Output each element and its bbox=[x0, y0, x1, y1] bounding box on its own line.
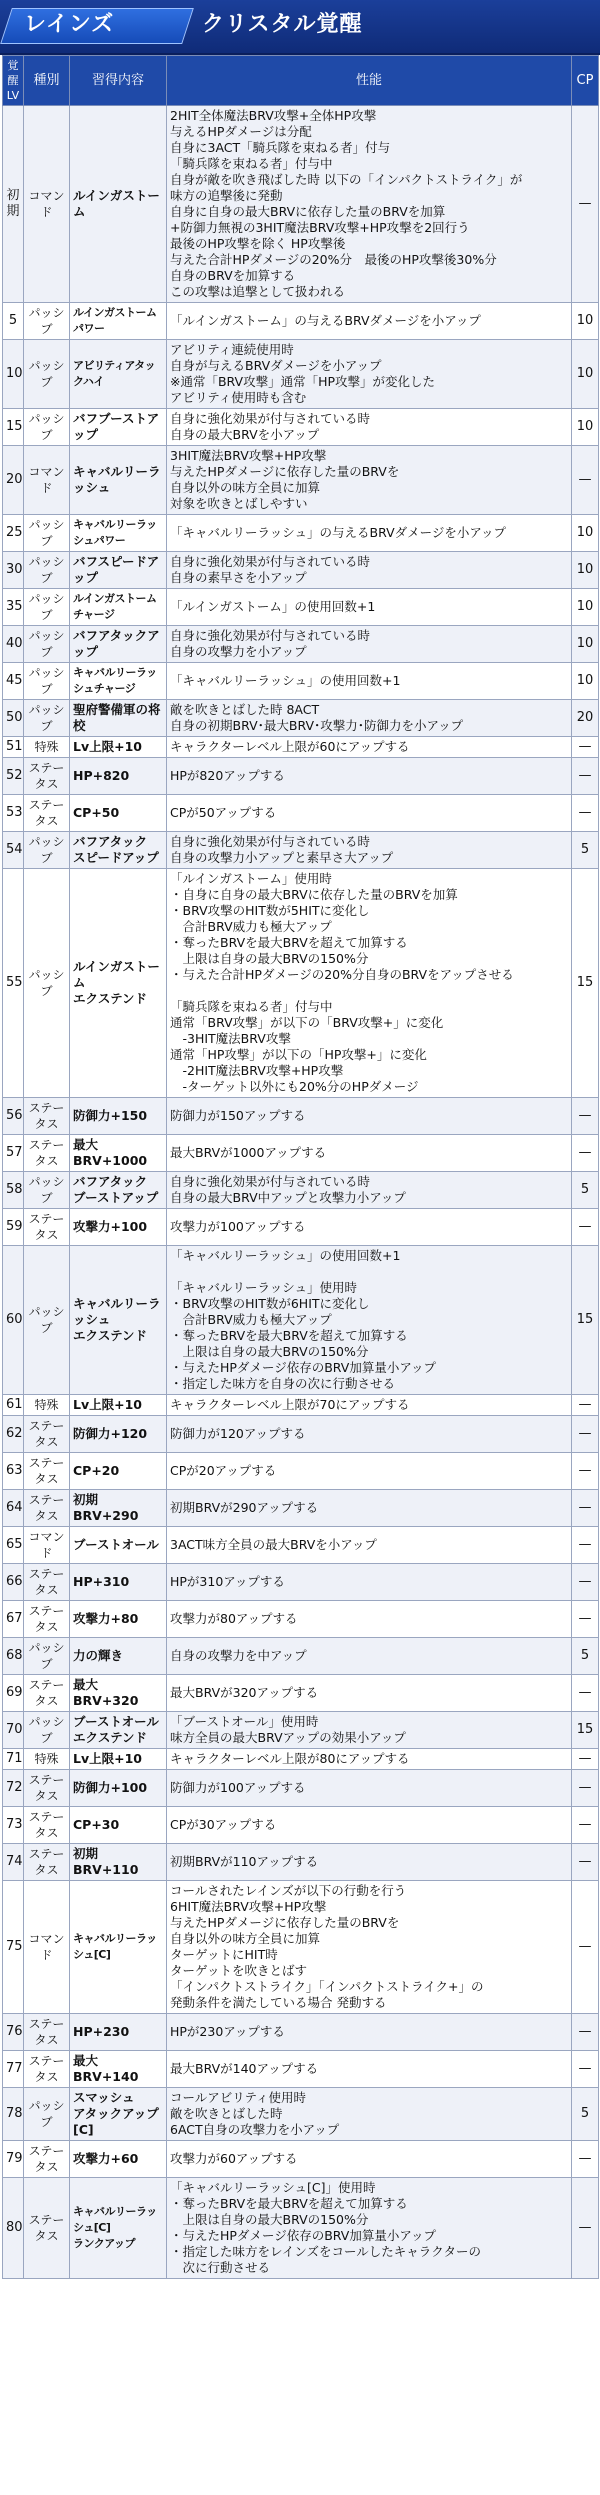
awakening-table bbox=[2, 55, 599, 2279]
row-cp: 10 bbox=[572, 515, 599, 552]
row-kind: パッシブ bbox=[24, 832, 70, 869]
table-row bbox=[3, 1416, 599, 1453]
row-kind: ステータス bbox=[24, 1453, 70, 1490]
row-kind: パッシブ bbox=[24, 869, 70, 1098]
table-row bbox=[3, 869, 599, 1098]
row-name: ブーストオール エクステンド bbox=[70, 1712, 167, 1749]
row-kind: パッシブ bbox=[24, 2088, 70, 2141]
row-name: HP+310 bbox=[70, 1564, 167, 1601]
row-kind: パッシブ bbox=[24, 1246, 70, 1395]
row-name: ルインガストームパワー bbox=[70, 303, 167, 340]
row-kind: ステータス bbox=[24, 2178, 70, 2279]
row-cp: — bbox=[572, 1770, 599, 1807]
row-desc: 自身に強化効果が付与されている時 自身の最大BRVを小アップ bbox=[167, 409, 572, 446]
table-row bbox=[3, 1098, 599, 1135]
table-row bbox=[3, 303, 599, 340]
character-name: レインズ bbox=[24, 12, 115, 37]
row-cp: — bbox=[572, 1416, 599, 1453]
col-header-lv: 覚醒 LV bbox=[3, 56, 24, 106]
row-lv: 25 bbox=[3, 515, 24, 552]
row-lv: 56 bbox=[3, 1098, 24, 1135]
row-lv: 73 bbox=[3, 1807, 24, 1844]
row-kind: ステータス bbox=[24, 2014, 70, 2051]
row-desc: 攻撃力が60アップする bbox=[167, 2141, 572, 2178]
row-lv: 45 bbox=[3, 663, 24, 700]
table-row bbox=[3, 1807, 599, 1844]
row-name: Lv上限+10 bbox=[70, 1395, 167, 1416]
row-kind: パッシブ bbox=[24, 700, 70, 737]
row-lv: 15 bbox=[3, 409, 24, 446]
table-row bbox=[3, 1675, 599, 1712]
row-cp: — bbox=[572, 1098, 599, 1135]
row-cp: — bbox=[572, 1527, 599, 1564]
row-desc: CPが30アップする bbox=[167, 1807, 572, 1844]
table-row bbox=[3, 1395, 599, 1416]
row-desc: 防御力が100アップする bbox=[167, 1770, 572, 1807]
col-header-name: 習得内容 bbox=[70, 56, 167, 106]
row-lv: 68 bbox=[3, 1638, 24, 1675]
row-name: ルインガストームチャージ bbox=[70, 589, 167, 626]
row-name: 初期BRV+110 bbox=[70, 1844, 167, 1881]
row-desc: 自身に強化効果が付与されている時 自身の最大BRV中アップと攻撃力小アップ bbox=[167, 1172, 572, 1209]
row-name: 力の輝き bbox=[70, 1638, 167, 1675]
row-kind: パッシブ bbox=[24, 515, 70, 552]
row-name: バフアタックアップ bbox=[70, 626, 167, 663]
row-kind: パッシブ bbox=[24, 552, 70, 589]
table-row bbox=[3, 700, 599, 737]
row-cp: — bbox=[572, 1601, 599, 1638]
row-lv: 79 bbox=[3, 2141, 24, 2178]
row-kind: パッシブ bbox=[24, 303, 70, 340]
row-lv: 69 bbox=[3, 1675, 24, 1712]
row-name: スマッシュ アタックアップ[C] bbox=[70, 2088, 167, 2141]
row-desc: CPが20アップする bbox=[167, 1453, 572, 1490]
header-banner bbox=[0, 0, 600, 55]
row-kind: ステータス bbox=[24, 1490, 70, 1527]
row-cp: — bbox=[572, 1844, 599, 1881]
row-name: ルインガストーム エクステンド bbox=[70, 869, 167, 1098]
row-name: キャバルリーラッシュパワー bbox=[70, 515, 167, 552]
table-row bbox=[3, 1712, 599, 1749]
row-kind: パッシブ bbox=[24, 409, 70, 446]
row-kind: パッシブ bbox=[24, 663, 70, 700]
row-cp: 10 bbox=[572, 409, 599, 446]
row-desc: 3ACT味方全員の最大BRVを小アップ bbox=[167, 1527, 572, 1564]
row-lv: 61 bbox=[3, 1395, 24, 1416]
row-name: CP+20 bbox=[70, 1453, 167, 1490]
row-name: キャバルリーラッシュ bbox=[70, 446, 167, 515]
row-cp: 10 bbox=[572, 552, 599, 589]
row-lv: 10 bbox=[3, 340, 24, 409]
col-header-kind: 種別 bbox=[24, 56, 70, 106]
row-lv: 30 bbox=[3, 552, 24, 589]
row-desc: 攻撃力が80アップする bbox=[167, 1601, 572, 1638]
row-name: キャバルリーラッシュ[C] bbox=[70, 1881, 167, 2014]
row-desc: 「キャバルリーラッシュ」の与えるBRVダメージを小アップ bbox=[167, 515, 572, 552]
row-cp: 10 bbox=[572, 340, 599, 409]
row-cp: — bbox=[572, 2141, 599, 2178]
row-cp: — bbox=[572, 1807, 599, 1844]
row-kind: ステータス bbox=[24, 1601, 70, 1638]
row-desc: 「キャバルリーラッシュ」の使用回数+1 「キャバルリーラッシュ」使用時 ・BRV攻撃のHIT数が6HITに変化し 合計BRV威力も極大アップ ・奪ったBRVを最大BRVを超えて加算する 上限は自身の最大BRVの150%分 ・与えたHPダメージ依存のBRV加算量小アップ ・指定した味方を自身の次に行動させる bbox=[167, 1246, 572, 1395]
row-name: HP+230 bbox=[70, 2014, 167, 2051]
row-lv: 78 bbox=[3, 2088, 24, 2141]
row-cp: 10 bbox=[572, 589, 599, 626]
row-name: HP+820 bbox=[70, 758, 167, 795]
row-lv: 55 bbox=[3, 869, 24, 1098]
row-kind: ステータス bbox=[24, 2051, 70, 2088]
row-lv: 64 bbox=[3, 1490, 24, 1527]
row-desc: 自身に強化効果が付与されている時 自身の攻撃力を小アップ bbox=[167, 626, 572, 663]
row-name: Lv上限+10 bbox=[70, 1749, 167, 1770]
row-cp: — bbox=[572, 1135, 599, 1172]
row-kind: ステータス bbox=[24, 1807, 70, 1844]
row-lv: 80 bbox=[3, 2178, 24, 2279]
table-row bbox=[3, 758, 599, 795]
row-name: アビリティアタックハイ bbox=[70, 340, 167, 409]
row-name: 攻撃力+80 bbox=[70, 1601, 167, 1638]
row-cp: 10 bbox=[572, 303, 599, 340]
row-lv: 20 bbox=[3, 446, 24, 515]
col-header-desc: 性能 bbox=[167, 56, 572, 106]
row-kind: ステータス bbox=[24, 2141, 70, 2178]
row-desc: 攻撃力が100アップする bbox=[167, 1209, 572, 1246]
row-lv: 58 bbox=[3, 1172, 24, 1209]
table-row bbox=[3, 340, 599, 409]
row-cp: — bbox=[572, 1395, 599, 1416]
row-kind: ステータス bbox=[24, 1675, 70, 1712]
row-lv: 70 bbox=[3, 1712, 24, 1749]
row-kind: パッシブ bbox=[24, 626, 70, 663]
row-lv: 74 bbox=[3, 1844, 24, 1881]
row-kind: パッシブ bbox=[24, 1638, 70, 1675]
row-lv: 71 bbox=[3, 1749, 24, 1770]
row-lv: 57 bbox=[3, 1135, 24, 1172]
table-row bbox=[3, 1749, 599, 1770]
row-lv: 63 bbox=[3, 1453, 24, 1490]
row-desc: 「ルインガストーム」使用時 ・自身に自身の最大BRVに依存した量のBRVを加算 ・BRV攻撃のHIT数が5HITに変化し 合計BRV威力も極大アップ ・奪ったBRVを最大BRVを超えて加算する 上限は自身の最大BRVの150%分 ・与えた合計HPダメージの20%分自身のBRVをアップさせる 「騎兵隊を束ねる者」付与中 通常「BRV攻撃」が以下の「BRV攻撃+」に変化 -3HIT魔法BRV攻撃 通常「HP攻撃」が以下の「HP攻撃+」に変化 -2HIT魔法BRV攻撃+HP攻撃 -ターゲット以外にも20%分のHPダメージ bbox=[167, 869, 572, 1098]
row-lv: 50 bbox=[3, 700, 24, 737]
row-lv: 54 bbox=[3, 832, 24, 869]
row-desc: コールアビリティ使用時 敵を吹きとばした時 6ACT自身の攻撃力を小アップ bbox=[167, 2088, 572, 2141]
table-row bbox=[3, 1172, 599, 1209]
row-cp: — bbox=[572, 1453, 599, 1490]
table-row bbox=[3, 1770, 599, 1807]
table-row bbox=[3, 737, 599, 758]
table-row bbox=[3, 1564, 599, 1601]
row-name: ブーストオール bbox=[70, 1527, 167, 1564]
table-row bbox=[3, 626, 599, 663]
row-lv: 72 bbox=[3, 1770, 24, 1807]
row-desc: 「ブーストオール」使用時 味方全員の最大BRVアップの効果小アップ bbox=[167, 1712, 572, 1749]
table-row bbox=[3, 589, 599, 626]
row-cp: — bbox=[572, 795, 599, 832]
row-desc: HPが230アップする bbox=[167, 2014, 572, 2051]
row-lv: 35 bbox=[3, 589, 24, 626]
row-name: 最大BRV+320 bbox=[70, 1675, 167, 1712]
row-cp: — bbox=[572, 1675, 599, 1712]
row-kind: コマンド bbox=[24, 1527, 70, 1564]
row-desc: 敵を吹きとばした時 8ACT 自身の初期BRV･最大BRV･攻撃力･防御力を小アップ bbox=[167, 700, 572, 737]
row-cp: 5 bbox=[572, 1638, 599, 1675]
row-cp: — bbox=[572, 1564, 599, 1601]
row-lv: 65 bbox=[3, 1527, 24, 1564]
row-cp: 15 bbox=[572, 869, 599, 1098]
row-kind: パッシブ bbox=[24, 1172, 70, 1209]
row-name: キャバルリーラッシュ エクステンド bbox=[70, 1246, 167, 1395]
row-kind: ステータス bbox=[24, 1770, 70, 1807]
row-lv: 76 bbox=[3, 2014, 24, 2051]
table-row bbox=[3, 1135, 599, 1172]
row-lv: 62 bbox=[3, 1416, 24, 1453]
row-name: CP+50 bbox=[70, 795, 167, 832]
table-row bbox=[3, 1209, 599, 1246]
row-lv: 77 bbox=[3, 2051, 24, 2088]
row-cp: — bbox=[572, 2051, 599, 2088]
row-desc: 2HIT全体魔法BRV攻撃+全体HP攻撃 与えるHPダメージは分配 自身に3ACT「騎兵隊を束ねる者」付与 「騎兵隊を束ねる者」付与中 自身が敵を吹き飛ばした時 以下の「インパクトストライク」が 味方の追撃後に発動 自身に自身の最大BRVに依存した量のBRVを加算 +防御力無視の3HIT魔法BRV攻撃+HP攻撃を2回行う 最後のHP攻撃を除く HP攻撃後 与えた合計HPダメージの20%分 最後のHP攻撃後30%分 自身のBRVを加算する この攻撃は追撃として扱われる bbox=[167, 106, 572, 303]
table-row bbox=[3, 1638, 599, 1675]
row-name: 最大BRV+1000 bbox=[70, 1135, 167, 1172]
row-desc: 「キャバルリーラッシュ」の使用回数+1 bbox=[167, 663, 572, 700]
row-name: 初期BRV+290 bbox=[70, 1490, 167, 1527]
row-desc: 初期BRVが110アップする bbox=[167, 1844, 572, 1881]
row-desc: 最大BRVが320アップする bbox=[167, 1675, 572, 1712]
row-lv: 53 bbox=[3, 795, 24, 832]
row-kind: パッシブ bbox=[24, 340, 70, 409]
row-kind: ステータス bbox=[24, 1209, 70, 1246]
row-kind: 特殊 bbox=[24, 737, 70, 758]
table-row bbox=[3, 2141, 599, 2178]
row-cp: — bbox=[572, 2178, 599, 2279]
row-name: バフスピードアップ bbox=[70, 552, 167, 589]
table-row bbox=[3, 795, 599, 832]
table-row bbox=[3, 446, 599, 515]
row-desc: 自身に強化効果が付与されている時 自身の素早さを小アップ bbox=[167, 552, 572, 589]
row-cp: 20 bbox=[572, 700, 599, 737]
row-desc: キャラクターレベル上限が60にアップする bbox=[167, 737, 572, 758]
table-row bbox=[3, 515, 599, 552]
row-lv: 67 bbox=[3, 1601, 24, 1638]
row-cp: 15 bbox=[572, 1712, 599, 1749]
row-desc: 3HIT魔法BRV攻撃+HP攻撃 与えたHPダメージに依存した量のBRVを 自身以外の味方全員に加算 対象を吹きとばしやすい bbox=[167, 446, 572, 515]
row-kind: ステータス bbox=[24, 1564, 70, 1601]
row-cp: 5 bbox=[572, 1172, 599, 1209]
row-desc: 「ルインガストーム」の使用回数+1 bbox=[167, 589, 572, 626]
row-desc: 自身に強化効果が付与されている時 自身の攻撃力小アップと素早さ大アップ bbox=[167, 832, 572, 869]
row-kind: ステータス bbox=[24, 1416, 70, 1453]
row-cp: — bbox=[572, 1881, 599, 2014]
row-name: 攻撃力+100 bbox=[70, 1209, 167, 1246]
row-cp: 5 bbox=[572, 832, 599, 869]
col-header-cp: CP bbox=[572, 56, 599, 106]
table-row bbox=[3, 2014, 599, 2051]
table-body bbox=[3, 106, 599, 2279]
row-lv: 66 bbox=[3, 1564, 24, 1601]
row-cp: — bbox=[572, 758, 599, 795]
row-kind: ステータス bbox=[24, 795, 70, 832]
row-kind: 特殊 bbox=[24, 1749, 70, 1770]
row-lv: 51 bbox=[3, 737, 24, 758]
table-row bbox=[3, 552, 599, 589]
row-cp: — bbox=[572, 737, 599, 758]
row-desc: 「ルインガストーム」の与えるBRVダメージを小アップ bbox=[167, 303, 572, 340]
row-lv: 52 bbox=[3, 758, 24, 795]
table-row bbox=[3, 409, 599, 446]
table-row bbox=[3, 1844, 599, 1881]
row-desc: 自身の攻撃力を中アップ bbox=[167, 1638, 572, 1675]
row-desc: コールされたレインズが以下の行動を行う 6HIT魔法BRV攻撃+HP攻撃 与えたHPダメージに依存した量のBRVを 自身以外の味方全員に加算 ターゲットにHIT時 ターゲットを吹きとばす 「インパクトストライク」「インパクトストライク+」の 発動条件を満たしている場合 発動する bbox=[167, 1881, 572, 2014]
row-name: ルインガストーム bbox=[70, 106, 167, 303]
row-kind: コマンド bbox=[24, 1881, 70, 2014]
row-cp: — bbox=[572, 446, 599, 515]
row-kind: ステータス bbox=[24, 1098, 70, 1135]
row-cp: — bbox=[572, 106, 599, 303]
row-desc: HPが820アップする bbox=[167, 758, 572, 795]
table-row bbox=[3, 2051, 599, 2088]
row-name: バフブーストアップ bbox=[70, 409, 167, 446]
row-kind: パッシブ bbox=[24, 1712, 70, 1749]
row-lv: 60 bbox=[3, 1246, 24, 1395]
row-name: キャバルリーラッシュ[C] ランクアップ bbox=[70, 2178, 167, 2279]
row-desc: 最大BRVが140アップする bbox=[167, 2051, 572, 2088]
row-kind: 特殊 bbox=[24, 1395, 70, 1416]
table-row bbox=[3, 2088, 599, 2141]
row-name: 防御力+100 bbox=[70, 1770, 167, 1807]
table-row bbox=[3, 1246, 599, 1395]
table-row bbox=[3, 1601, 599, 1638]
table-row bbox=[3, 1881, 599, 2014]
table-row bbox=[3, 663, 599, 700]
row-kind: ステータス bbox=[24, 1135, 70, 1172]
row-desc: HPが310アップする bbox=[167, 1564, 572, 1601]
row-desc: キャラクターレベル上限が70にアップする bbox=[167, 1395, 572, 1416]
row-cp: — bbox=[572, 1749, 599, 1770]
row-cp: 5 bbox=[572, 2088, 599, 2141]
table-row bbox=[3, 832, 599, 869]
row-name: 聖府警備軍の将校 bbox=[70, 700, 167, 737]
row-lv: 40 bbox=[3, 626, 24, 663]
row-lv: 初期 bbox=[3, 106, 24, 303]
row-name: バフアタック スピードアップ bbox=[70, 832, 167, 869]
table-row bbox=[3, 1490, 599, 1527]
row-desc: CPが50アップする bbox=[167, 795, 572, 832]
row-kind: コマンド bbox=[24, 106, 70, 303]
row-name: 防御力+120 bbox=[70, 1416, 167, 1453]
row-desc: 最大BRVが1000アップする bbox=[167, 1135, 572, 1172]
row-name: 最大BRV+140 bbox=[70, 2051, 167, 2088]
row-cp: 10 bbox=[572, 663, 599, 700]
row-lv: 75 bbox=[3, 1881, 24, 2014]
table-row bbox=[3, 1527, 599, 1564]
row-kind: ステータス bbox=[24, 1844, 70, 1881]
row-desc: 「キャバルリーラッシュ[C]」使用時 ・奪ったBRVを最大BRVを超えて加算する 上限は自身の最大BRVの150%分 ・与えたHPダメージ依存のBRV加算量小アップ ・指定した味方をレインズをコールしたキャラクターの 次に行動させる bbox=[167, 2178, 572, 2279]
row-cp: — bbox=[572, 1490, 599, 1527]
table-row bbox=[3, 1453, 599, 1490]
row-desc: 防御力が120アップする bbox=[167, 1416, 572, 1453]
row-desc: 初期BRVが290アップする bbox=[167, 1490, 572, 1527]
row-cp: — bbox=[572, 2014, 599, 2051]
row-lv: 5 bbox=[3, 303, 24, 340]
row-desc: 防御力が150アップする bbox=[167, 1098, 572, 1135]
row-kind: パッシブ bbox=[24, 589, 70, 626]
row-name: バフアタック ブーストアップ bbox=[70, 1172, 167, 1209]
table-row bbox=[3, 106, 599, 303]
row-cp: 15 bbox=[572, 1246, 599, 1395]
row-name: 攻撃力+60 bbox=[70, 2141, 167, 2178]
row-cp: — bbox=[572, 1209, 599, 1246]
row-desc: アビリティ連続使用時 自身が与えるBRVダメージを小アップ ※通常「BRV攻撃」通常「HP攻撃」が変化した アビリティ使用時も含む bbox=[167, 340, 572, 409]
section-title: クリスタル覚醒 bbox=[202, 12, 363, 37]
row-kind: コマンド bbox=[24, 446, 70, 515]
table-row bbox=[3, 2178, 599, 2279]
row-name: Lv上限+10 bbox=[70, 737, 167, 758]
row-name: CP+30 bbox=[70, 1807, 167, 1844]
row-lv: 59 bbox=[3, 1209, 24, 1246]
row-name: 防御力+150 bbox=[70, 1098, 167, 1135]
row-desc: キャラクターレベル上限が80にアップする bbox=[167, 1749, 572, 1770]
row-cp: 10 bbox=[572, 626, 599, 663]
row-kind: ステータス bbox=[24, 758, 70, 795]
row-name: キャバルリーラッシュチャージ bbox=[70, 663, 167, 700]
